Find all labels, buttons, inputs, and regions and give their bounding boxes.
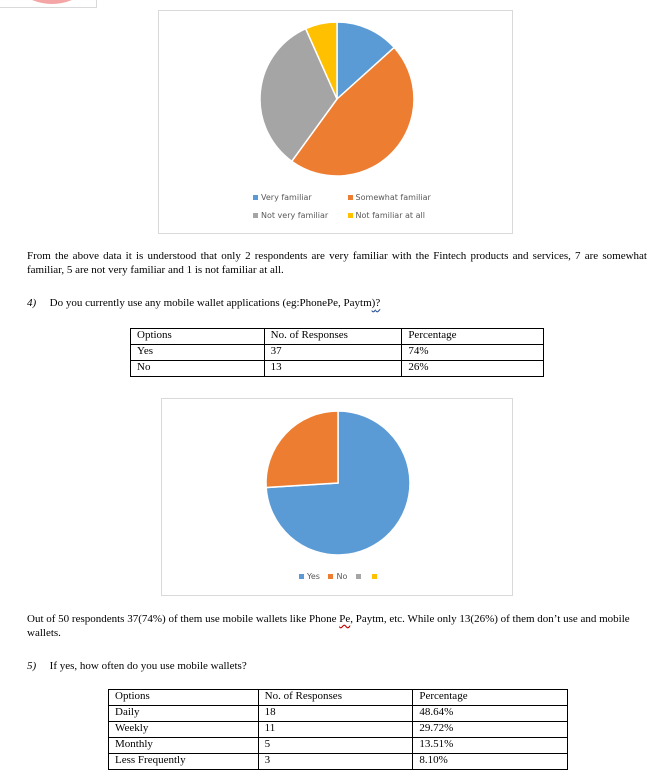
table-cell: 74% <box>402 345 544 361</box>
table-header-cell: Percentage <box>402 329 544 345</box>
table-row <box>109 754 568 770</box>
question-4 <box>27 297 380 309</box>
legend-item-very-familiar: Very familiar <box>253 193 345 202</box>
legend-item-not-familiar-at-all: Not familiar at all <box>348 211 425 220</box>
table-cell: Monthly <box>109 738 259 754</box>
table-cell: No <box>131 361 265 377</box>
wallet-usage-pie-svg <box>162 399 512 564</box>
wallet-usage-summary-paragraph: Out of 50 respondents 37(74%) of them use mobile wallets like Phone Pe, Paytm, etc. While only 13(26%) of them don’t use and mobile wallets. <box>27 613 630 639</box>
legend-item-no: No <box>328 572 347 581</box>
familiarity-legend <box>253 193 453 220</box>
table-row <box>109 738 568 754</box>
legend-swatch <box>356 574 361 579</box>
top-cropped-shape <box>30 0 74 6</box>
table-header-cell: Options <box>131 329 265 345</box>
familiarity-summary-paragraph: From the above data it is understood that only 2 respondents are very familiar with the Fintech products and services, 7 are somewhat familiar, 5 are not very familiar and 1 is not familiar at all. <box>27 250 647 276</box>
legend-swatch <box>299 574 304 579</box>
table-cell: 13 <box>264 361 402 377</box>
question-5 <box>27 660 247 672</box>
question-text-end: ) <box>371 297 376 309</box>
table-cell: Yes <box>131 345 265 361</box>
wallet-usage-table <box>130 328 544 377</box>
legend-item-extra <box>372 572 380 581</box>
wallet-usage-pie-chart <box>161 398 513 596</box>
pie-slice-no <box>266 411 338 488</box>
table-cell: 29.72% <box>413 722 568 738</box>
familiarity-pie-svg <box>159 11 512 181</box>
legend-swatch <box>253 195 258 200</box>
question-mark: ? <box>375 297 381 309</box>
legend-swatch <box>372 574 377 579</box>
legend-swatch <box>348 195 353 200</box>
legend-swatch <box>348 213 353 218</box>
legend-item-somewhat-familiar: Somewhat familiar <box>348 193 431 202</box>
table-row <box>131 345 544 361</box>
table-cell: 37 <box>264 345 402 361</box>
table-cell: 8.10% <box>413 754 568 770</box>
table-cell: 5 <box>258 738 413 754</box>
table-cell: 18 <box>258 706 413 722</box>
legend-swatch <box>253 213 258 218</box>
legend-item-yes: Yes <box>299 572 320 581</box>
legend-swatch <box>328 574 333 579</box>
table-header-row <box>131 329 544 345</box>
familiarity-pie-chart <box>158 10 513 234</box>
question-text: Do you currently use any mobile wallet applications (eg:PhonePe, Paytm <box>49 297 372 309</box>
wallet-usage-legend <box>299 572 380 581</box>
question-text: If yes, how often do you use mobile wallets? <box>49 660 247 672</box>
table-row <box>131 361 544 377</box>
question-number: 5) <box>27 660 37 672</box>
table-header-row <box>109 690 568 706</box>
table-cell: 26% <box>402 361 544 377</box>
table-cell: 13.51% <box>413 738 568 754</box>
usage-frequency-table <box>108 689 568 770</box>
legend-item-blank <box>356 572 364 581</box>
table-header-cell: Percentage <box>413 690 568 706</box>
question-number: 4) <box>27 297 37 309</box>
table-cell: Less Frequently <box>109 754 259 770</box>
table-header-cell: No. of Responses <box>264 329 402 345</box>
table-cell: 3 <box>258 754 413 770</box>
table-row <box>109 706 568 722</box>
table-cell: Daily <box>109 706 259 722</box>
table-header-cell: Options <box>109 690 259 706</box>
table-cell: Weekly <box>109 722 259 738</box>
legend-item-not-very-familiar: Not very familiar <box>253 211 345 220</box>
table-header-cell: No. of Responses <box>258 690 413 706</box>
table-row <box>109 722 568 738</box>
spellcheck-word: Pe <box>339 613 351 625</box>
table-cell: 11 <box>258 722 413 738</box>
table-cell: 48.64% <box>413 706 568 722</box>
